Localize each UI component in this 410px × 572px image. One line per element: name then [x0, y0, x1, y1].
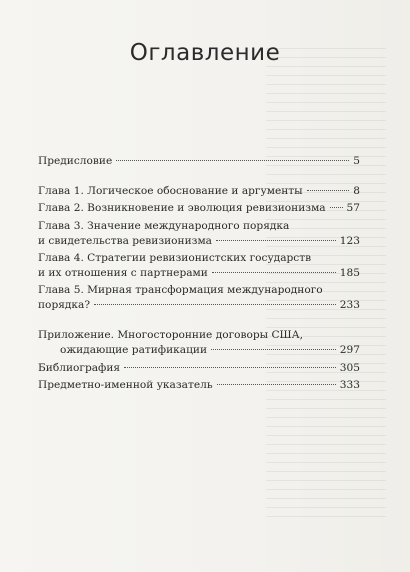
toc-entry-title-line: Глава 4. Стратегии ревизионистских государств	[38, 252, 312, 264]
leader-dots	[124, 367, 336, 368]
toc-entry-title: порядка?	[38, 298, 91, 311]
leader-dots	[211, 349, 336, 350]
toc-page-number: 5	[353, 155, 360, 167]
leader-dots	[94, 304, 336, 305]
toc-entry-title: Глава 2. Возникновение и эволюция ревизионизма	[38, 202, 326, 214]
leader-dots	[212, 272, 336, 273]
toc-entry-chapter-1[interactable]	[38, 184, 360, 199]
toc-entry-chapter-4[interactable]	[38, 251, 360, 280]
toc-entry-index[interactable]	[38, 378, 360, 393]
leader-dots	[116, 160, 349, 161]
toc-entry-title: ожидающие ратификации	[60, 343, 208, 356]
toc-entry-appendix[interactable]	[38, 328, 360, 357]
toc-entry-title: и их отношения с партнерами	[38, 266, 208, 279]
leader-dots	[217, 384, 336, 385]
toc-page-number: 333	[339, 379, 360, 391]
toc-page-number: 233	[339, 298, 360, 311]
toc-entry-preface[interactable]	[38, 154, 360, 169]
toc-entry-title-line: Глава 3. Значение международного порядка	[38, 220, 290, 232]
toc-entry-bibliography[interactable]	[38, 361, 360, 376]
toc-entry-title: Глава 1. Логическое обоснование и аргументы	[38, 185, 303, 197]
toc-page-number: 8	[353, 185, 360, 197]
toc-entry-title: Предметно-именной указатель	[38, 379, 213, 391]
toc-page-number: 185	[339, 266, 360, 279]
toc-page-number: 305	[339, 362, 360, 374]
leader-dots	[307, 190, 350, 191]
toc-page-number: 57	[346, 202, 360, 214]
toc-entry-chapter-5[interactable]	[38, 283, 360, 312]
toc-page-number: 297	[339, 343, 360, 356]
toc-entry-title-line: Глава 5. Мирная трансформация международного	[38, 284, 323, 296]
toc-entry-title: Библиография	[38, 362, 121, 374]
toc-entry-title: и свидетельства ревизионизма	[38, 234, 212, 247]
toc-page-number: 123	[339, 234, 360, 247]
toc-entry-title-line: Приложение. Многосторонние договоры США,	[38, 329, 304, 341]
toc-entry-chapter-3[interactable]	[38, 219, 360, 248]
page-title: Оглавление	[129, 40, 281, 66]
toc-entry-chapter-2[interactable]	[38, 201, 360, 216]
toc-entry-title: Предисловие	[38, 155, 113, 167]
leader-dots	[330, 207, 343, 208]
leader-dots	[216, 240, 336, 241]
